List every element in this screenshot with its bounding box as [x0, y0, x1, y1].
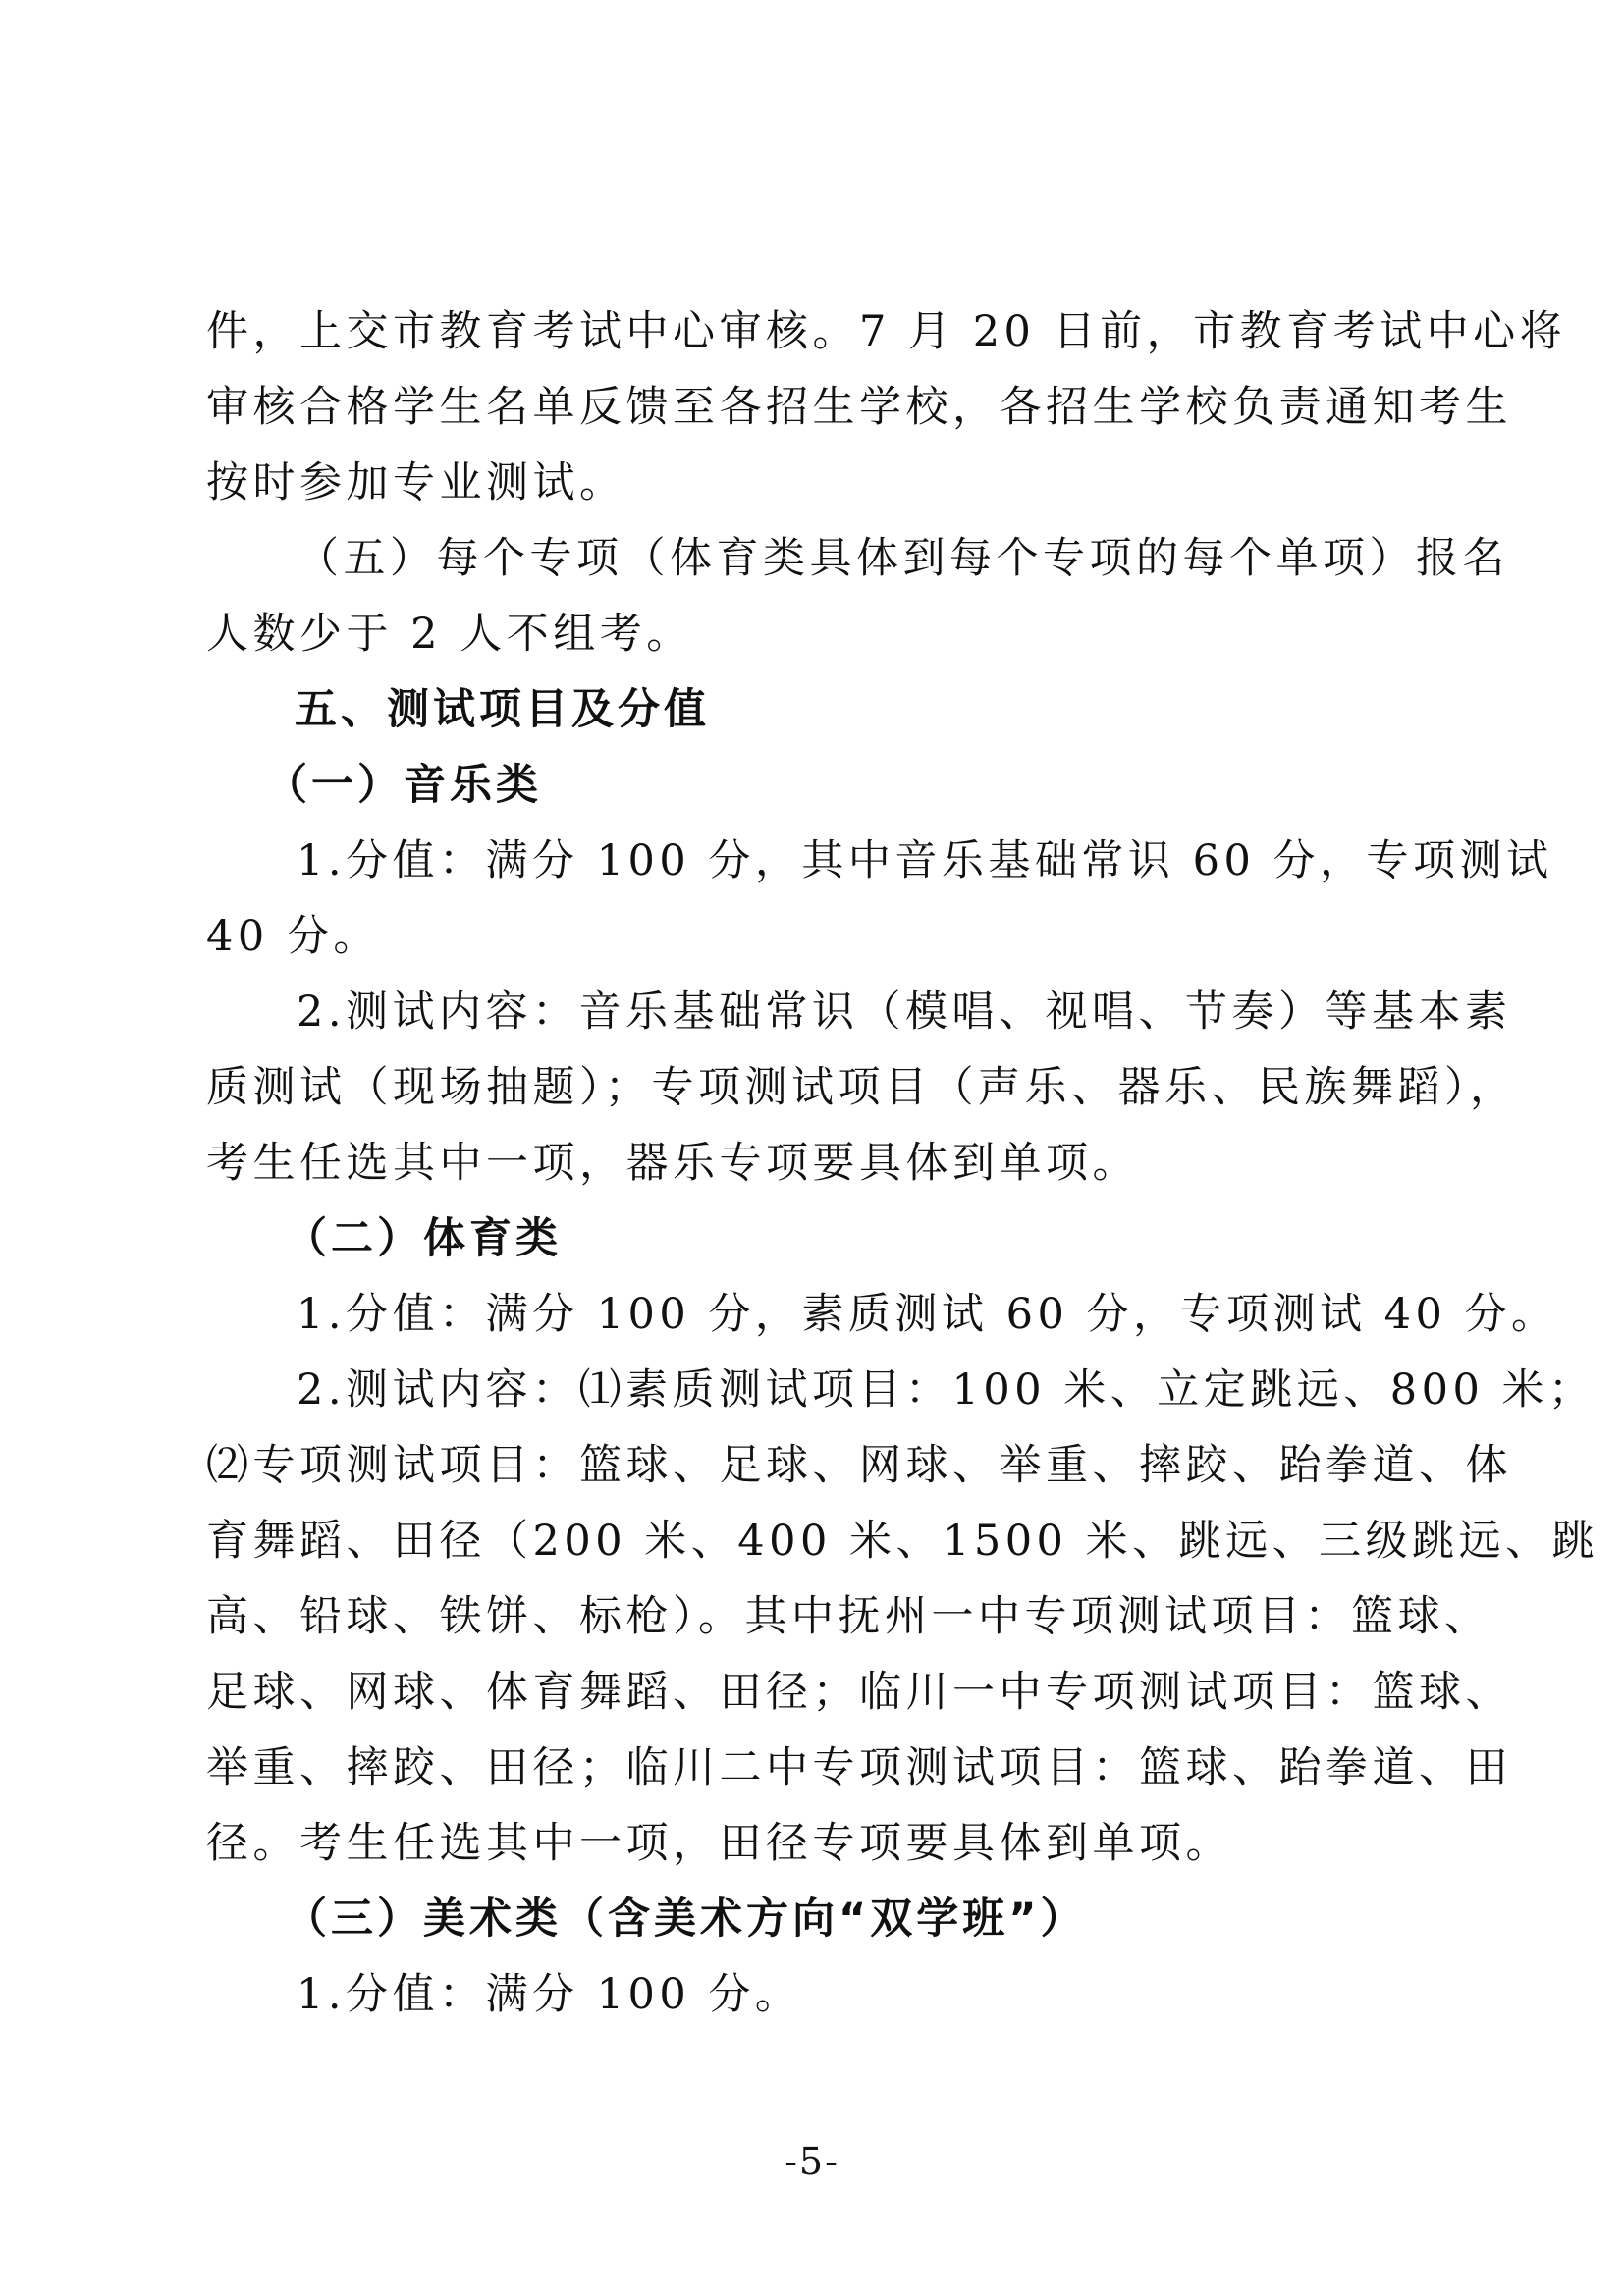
body-text-line: 审核合格学生名单反馈至各招生学校，各招生学校负责通知考生: [206, 383, 1512, 432]
body-text-line: 径。考生任选其中一项，田径专项要具体到单项。: [206, 1819, 1232, 1868]
body-text-line: 考生任选其中一项，器乐专项要具体到单项。: [206, 1139, 1139, 1188]
body-text-line: ⑵专项测试项目：篮球、足球、网球、举重、摔跤、跆拳道、体: [206, 1441, 1512, 1490]
subsection-heading-music: （一）音乐类: [265, 761, 542, 810]
body-text-line: 按时参加专业测试。: [206, 458, 626, 507]
body-text-line: 件，上交市教育考试中心审核。7 月 20 日前，市教育考试中心将: [206, 307, 1567, 356]
body-text-line: 人数少于 2 人不组考。: [206, 610, 693, 659]
subsection-heading-sports: （二）体育类: [285, 1214, 562, 1263]
body-text-line: 足球、网球、体育舞蹈、田径；临川一中专项测试项目：篮球、: [206, 1668, 1512, 1717]
body-text-line: 40 分。: [206, 912, 380, 961]
music-score-line: 1.分值：满分 100 分，其中音乐基础常识 60 分，专项测试: [297, 836, 1553, 885]
sports-score-line: 1.分值：满分 100 分，素质测试 60 分，专项测试 40 分。: [297, 1290, 1558, 1339]
paragraph-five-start: （五）每个专项（体育类具体到每个专项的每个单项）报名: [297, 534, 1509, 583]
document-body: [206, 294, 1599, 2033]
art-score-line: 1.分值：满分 100 分。: [297, 1970, 802, 2019]
subsection-heading-art: （三）美术类（含美术方向“双学班”）: [285, 1895, 1087, 1944]
page-number: -5-: [785, 2140, 839, 2183]
body-text-line: 质测试（现场抽题）；专项测试项目（声乐、器乐、民族舞蹈），: [206, 1063, 1517, 1112]
section-heading-five: 五、测试项目及分值: [295, 685, 710, 734]
sports-content-line: 2.测试内容：⑴素质测试项目：100 米、立定跳远、800 米；: [297, 1365, 1596, 1415]
body-text-line: 举重、摔跤、田径；临川二中专项测试项目：篮球、跆拳道、田: [206, 1743, 1512, 1792]
body-text-line: 育舞蹈、田径（200 米、400 米、1500 米、跳远、三级跳远、跳: [206, 1517, 1599, 1566]
music-content-line: 2.测试内容：音乐基础常识（模唱、视唱、节奏）等基本素: [297, 988, 1512, 1037]
body-text-line: 高、铅球、铁饼、标枪）。其中抚州一中专项测试项目：篮球、: [206, 1592, 1491, 1641]
